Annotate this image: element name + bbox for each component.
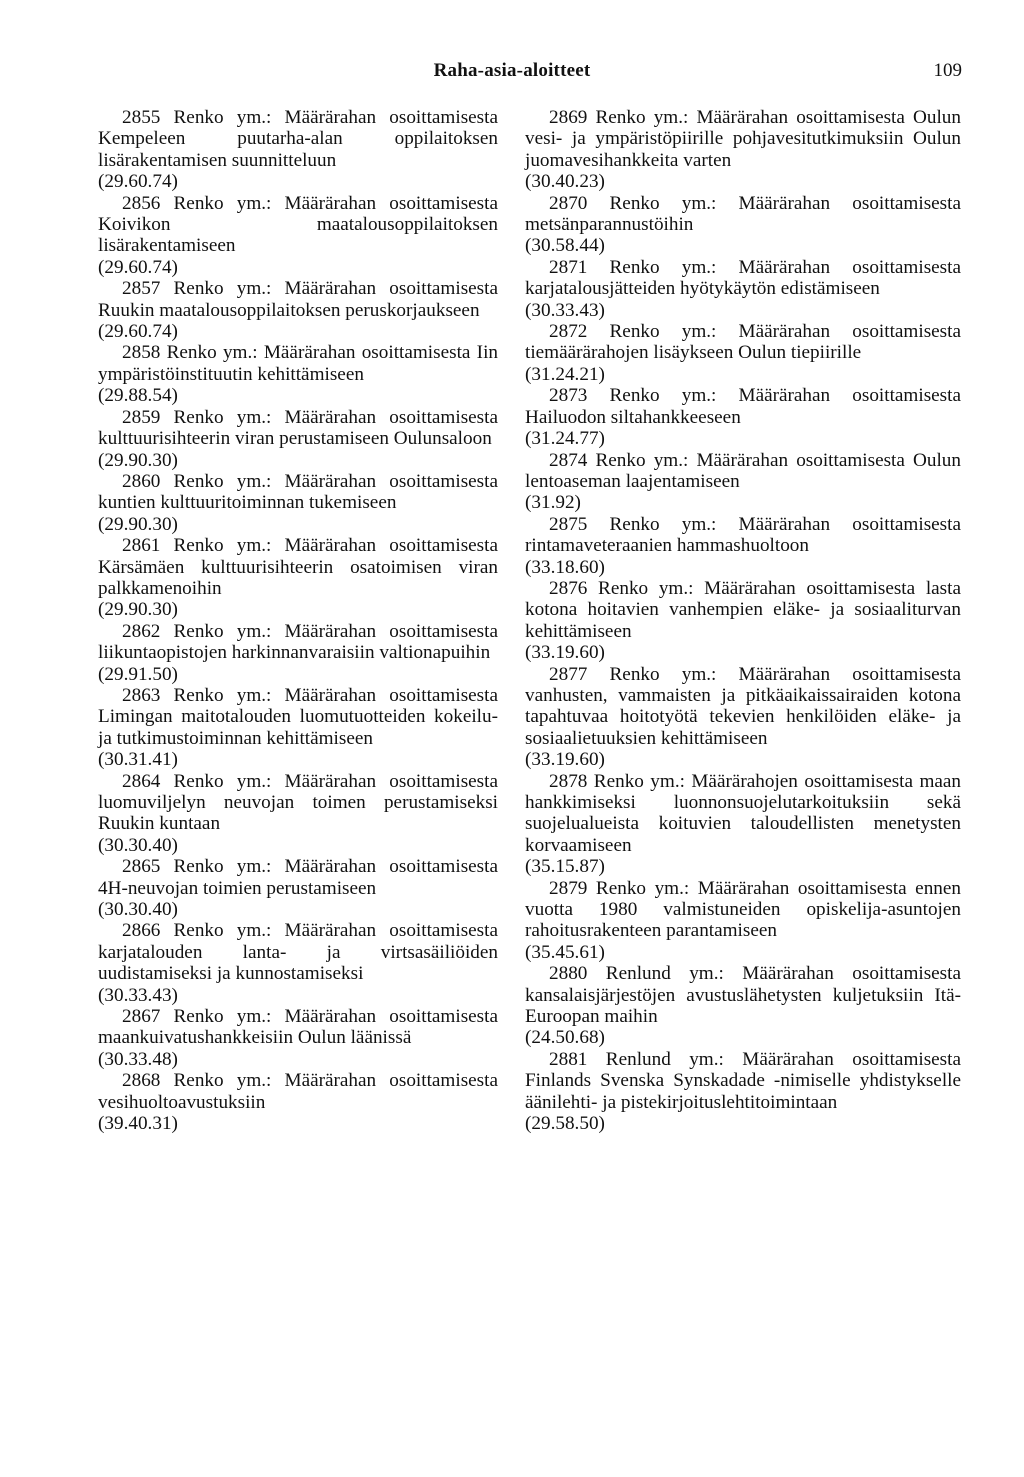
entry-reference: (30.40.23) xyxy=(525,171,605,193)
entry-reference: (24.50.68) xyxy=(525,1027,605,1049)
list-item xyxy=(98,685,498,771)
entry-reference: (30.33.48) xyxy=(98,1048,178,1070)
list-item xyxy=(98,1006,498,1070)
list-item xyxy=(98,193,498,279)
entry-text: 2869 Renko ym.: Määrärahan osoittamisesta Oulun vesi- ja ympäristöpiirille pohjavesitutkimuksiin Oulun juomavesihankkeita varten xyxy=(525,107,961,171)
list-item xyxy=(525,450,961,514)
entry-reference: (39.40.31) xyxy=(98,1113,178,1135)
entry-text: 2877 Renko ym.: Määrärahan osoittamisesta vanhusten, vammaisten ja pitkäaikaissairaiden kotona tapahtuvaa hoitotyötä tekevien henkilöiden eläke- ja sosiaalietuuksien kehittämiseen xyxy=(525,663,961,749)
entry-reference: (30.30.40) xyxy=(98,834,178,856)
list-item xyxy=(98,407,498,471)
entry-text: 2879 Renko ym.: Määrärahan osoittamisesta ennen vuotta 1980 valmistuneiden opiskelija-asuntojen rahoitusrakenteen parantamiseen xyxy=(525,877,961,942)
entry-text: 2871 Renko ym.: Määrärahan osoittamisesta karjatalousjätteiden hyötykäytön edistämiseen xyxy=(525,256,961,300)
list-item xyxy=(98,771,498,857)
entry-reference: (30.33.43) xyxy=(525,299,605,321)
list-item xyxy=(98,535,498,621)
entry-text: 2881 Renlund ym.: Määrärahan osoittamisesta Finlands Svenska Synskadade -nimiselle yhdistykselle äänilehti- ja pistekirjoituslehtitoimintaan xyxy=(525,1048,961,1113)
entry-reference: (29.60.74) xyxy=(98,321,178,343)
entry-text: 2857 Renko ym.: Määrärahan osoittamisesta Ruukin maatalousoppilaitoksen peruskorjaukseen xyxy=(98,278,498,321)
entry-text: 2874 Renko ym.: Määrärahan osoittamisesta Oulun lentoaseman laajentamiseen xyxy=(525,449,961,492)
page-number: 109 xyxy=(933,60,962,81)
list-item xyxy=(98,856,498,920)
entry-text: 2855 Renko ym.: Määrärahan osoittamisesta Kempeleen puutarha-alan oppilaitoksen lisärakentamisen suunnitteluun xyxy=(98,107,498,171)
list-item xyxy=(525,193,961,257)
entry-reference: (35.45.61) xyxy=(525,941,605,963)
entry-text: 2878 Renko ym.: Määrärahojen osoittamisesta maan hankkimiseksi luonnonsuojelutarkoituksiin sekä suojelualueista koituvien taloudellisten menetysten korvaamiseen xyxy=(525,770,961,856)
list-item xyxy=(98,471,498,535)
list-item xyxy=(98,621,498,685)
list-item xyxy=(525,385,961,449)
list-item xyxy=(525,1049,961,1135)
entry-text: 2859 Renko ym.: Määrärahan osoittamisesta kulttuurisihteerin viran perustamiseen Oulunsaloon xyxy=(98,406,498,450)
list-item xyxy=(98,1070,498,1134)
entry-reference: (29.90.30) xyxy=(98,599,178,621)
entry-reference: (31.92) xyxy=(525,492,581,514)
entry-text: 2860 Renko ym.: Määrärahan osoittamisesta kuntien kulttuuritoiminnan tukemiseen xyxy=(98,470,498,514)
entry-reference: (29.90.30) xyxy=(98,449,178,471)
page-header xyxy=(0,60,1024,88)
entry-reference: (31.24.77) xyxy=(525,428,605,450)
entry-reference: (30.30.40) xyxy=(98,899,178,921)
running-title: Raha-asia-aloitteet xyxy=(433,60,591,81)
entry-text: 2880 Renlund ym.: Määrärahan osoittamisesta kansalaisjärjestöjen avustuslähetysten kuljetuksiin Itä-Euroopan maihin xyxy=(525,963,961,1028)
entry-reference: (29.88.54) xyxy=(98,385,178,407)
list-item xyxy=(525,664,961,771)
list-item xyxy=(525,514,961,578)
list-item xyxy=(525,771,961,878)
right-column xyxy=(525,107,961,1135)
entry-reference: (33.19.60) xyxy=(525,642,605,664)
entry-text: 2863 Renko ym.: Määrärahan osoittamisesta Limingan maitotalouden luomutuotteiden kokeilu- ja tutkimustoiminnan kehittämiseen xyxy=(98,684,498,749)
entry-reference: (29.60.74) xyxy=(98,256,178,278)
entry-reference: (30.31.41) xyxy=(98,749,178,771)
list-item xyxy=(98,278,498,342)
list-item xyxy=(98,342,498,406)
entry-reference: (30.58.44) xyxy=(525,235,605,257)
entry-text: 2865 Renko ym.: Määrärahan osoittamisesta 4H-neuvojan toimien perustamiseen xyxy=(98,856,498,899)
entry-reference: (29.58.50) xyxy=(525,1113,605,1135)
entry-text: 2876 Renko ym.: Määrärahan osoittamisesta lasta kotona hoitavien vanhempien eläke- ja sosiaaliturvan kehittämiseen xyxy=(525,577,961,642)
list-item xyxy=(98,107,498,193)
list-item xyxy=(525,963,961,1049)
entry-reference: (29.60.74) xyxy=(98,171,178,193)
entry-reference: (29.90.30) xyxy=(98,513,178,535)
list-item xyxy=(525,578,961,664)
entry-text: 2862 Renko ym.: Määrärahan osoittamisesta liikuntaopistojen harkinnanvaraisiin valtionapuihin xyxy=(98,620,498,664)
entry-reference: (35.15.87) xyxy=(525,856,605,878)
entry-text: 2873 Renko ym.: Määrärahan osoittamisesta Hailuodon siltahankkeeseen xyxy=(525,385,961,428)
list-item xyxy=(525,257,961,321)
entry-text: 2872 Renko ym.: Määrärahan osoittamisesta tiemäärärahojen lisäykseen Oulun tiepiirille xyxy=(525,321,961,364)
entry-reference: (33.18.60) xyxy=(525,556,605,578)
entry-reference: (30.33.43) xyxy=(98,984,178,1006)
entry-reference: (31.24.21) xyxy=(525,363,605,385)
list-item xyxy=(98,920,498,1006)
entry-reference: (33.19.60) xyxy=(525,749,605,771)
entry-text: 2866 Renko ym.: Määrärahan osoittamisesta karjatalouden lanta- ja virtsasäiliöiden uudistamiseksi ja kunnostamiseksi xyxy=(98,920,498,985)
entry-reference: (29.91.50) xyxy=(98,663,178,685)
entry-text: 2856 Renko ym.: Määrärahan osoittamisesta Koivikon maatalousoppilaitoksen lisärakentamiseen xyxy=(98,192,498,257)
list-item xyxy=(525,107,961,193)
list-item xyxy=(525,321,961,385)
entry-text: 2875 Renko ym.: Määrärahan osoittamisesta rintamaveteraanien hammashuoltoon xyxy=(525,513,961,557)
entry-text: 2864 Renko ym.: Määrärahan osoittamisesta luomuviljelyn neuvojan toimen perustamiseksi Ruukin kuntaan xyxy=(98,770,498,835)
entry-text: 2868 Renko ym.: Määrärahan osoittamisesta vesihuoltoavustuksiin xyxy=(98,1070,498,1113)
list-item xyxy=(525,878,961,964)
entry-text: 2861 Renko ym.: Määrärahan osoittamisesta Kärsämäen kulttuurisihteerin osatoimisen viran palkkamenoihin xyxy=(98,535,498,599)
entry-text: 2858 Renko ym.: Määrärahan osoittamisesta Iin ympäristöinstituutin kehittämiseen xyxy=(98,342,498,385)
entry-text: 2870 Renko ym.: Määrärahan osoittamisesta metsänparannustöihin xyxy=(525,192,961,236)
entry-text: 2867 Renko ym.: Määrärahan osoittamisesta maankuivatushankkeisiin Oulun läänissä xyxy=(98,1006,498,1049)
left-column xyxy=(98,107,498,1135)
